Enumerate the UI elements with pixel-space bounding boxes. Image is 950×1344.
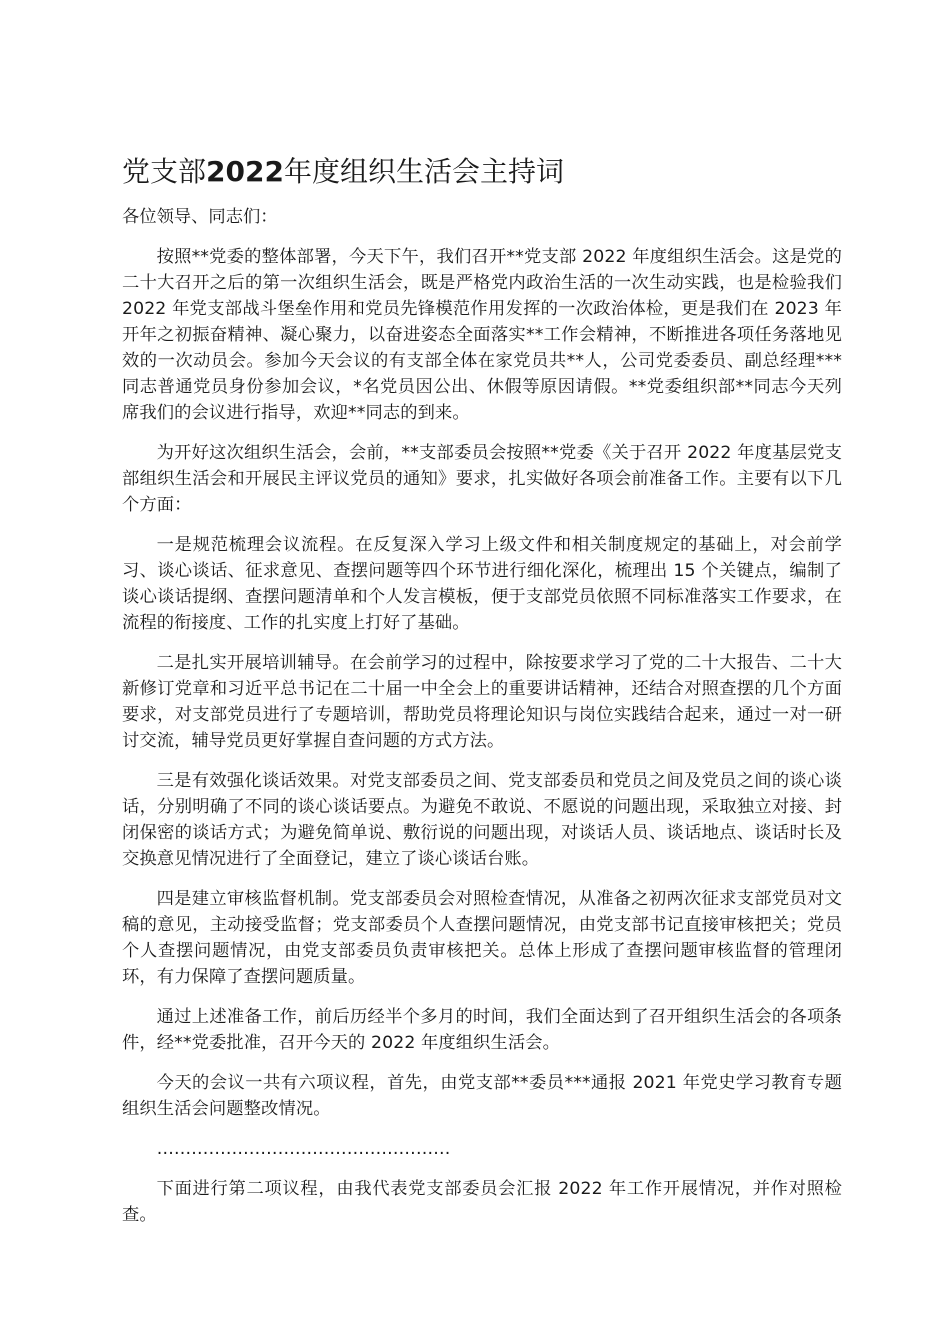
- paragraph-point-two: 二是扎实开展培训辅导。在会前学习的过程中，除按要求学习了党的二十大报告、二十大新修订党章和习近平总书记在二十届一中全会上的重要讲话精神，还结合对照查摆的几个方面要求，对支部党员进行了专题培训，帮助党员将理论知识与岗位实践结合起来，通过一对一研讨交流，辅导党员更好掌握自查问题的方式方法。: [122, 653, 842, 751]
- document-title: [122, 150, 842, 194]
- paragraph-closing: 下面进行第二项议程，由我代表党支部委员会汇报 2022 年工作开展情况，并作对照检查。: [122, 1179, 842, 1225]
- salutation: 各位领导、同志们：: [122, 207, 278, 227]
- title-suffix: 年度组织生活会主持词: [283, 155, 564, 188]
- paragraph-summary: 通过上述准备工作，前后历经半个多月的时间，我们全面达到了召开组织生活会的各项条件，经**党委批准，召开今天的 2022 年度组织生活会。: [122, 1007, 842, 1053]
- paragraph-preparation: 为开好这次组织生活会，会前，**支部委员会按照**党委《关于召开 2022 年度基层党支部组织生活会和开展民主评议党员的通知》要求，扎实做好各项会前准备工作。主要有以下几个方面：: [122, 443, 842, 515]
- document-body: [122, 150, 842, 1242]
- paragraph-point-three: 三是有效强化谈话效果。对党支部委员之间、党支部委员和党员之间及党员之间的谈心谈话，分别明确了不同的谈心谈话要点。为避免不敢说、不愿说的问题出现，采取独立对接、封闭保密的谈话方式；为避免简单说、敷衍说的问题出现，对谈话人员、谈话地点、谈话时长及交换意见情况进行了全面登记，建立了谈心谈话台账。: [122, 771, 842, 869]
- title-prefix: 党支部: [122, 155, 207, 188]
- paragraph-point-one: 一是规范梳理会议流程。在反复深入学习上级文件和相关制度规定的基础上，对会前学习、谈心谈话、征求意见、查摆问题等四个环节进行细化深化，梳理出 15 个关键点，编制了谈心谈话提纲、查摆问题清单和个人发言模板，便于支部党员依照不同标准落实工作要求，在流程的衔接度、工作的扎实度上打好了基础。: [122, 535, 842, 633]
- paragraph-opening: 按照**党委的整体部署，今天下午，我们召开**党支部 2022 年度组织生活会。这是党的二十大召开之后的第一次组织生活会，既是严格党内政治生活的一次生动实践，也是检验我们 2022 年党支部战斗堡垒作用和党员先锋模范作用发挥的一次政治体检，更是我们在 2023 年开年之初振奋精神、凝心聚力，以奋进姿态全面落实**工作会精神，不断推进各项任务落地见效的一次动员会。参加今天会议的有支部全体在家党员共**人，公司党委委员、副总经理***同志普通党员身份参加会议，*名党员因公出、休假等原因请假。**党委组织部**同志今天列席我们的会议进行指导，欢迎**同志的到来。: [122, 247, 842, 423]
- title-year: 2022: [206, 155, 284, 188]
- paragraph-point-four: 四是建立审核监督机制。党支部委员会对照检查情况，从准备之初两次征求支部党员对文稿的意见，主动接受监督；党支部委员个人查摆问题情况，由党支部书记直接审核把关；党员个人查摆问题情况，由党支部委员负责审核把关。总体上形成了查摆问题审核监督的管理闭环，有力保障了查摆问题质量。: [122, 889, 842, 987]
- ellipsis-separator: ……………………………………………: [156, 1139, 451, 1159]
- paragraph-agenda: 今天的会议一共有六项议程，首先，由党支部**委员***通报 2021 年党史学习教育专题组织生活会问题整改情况。: [122, 1073, 842, 1119]
